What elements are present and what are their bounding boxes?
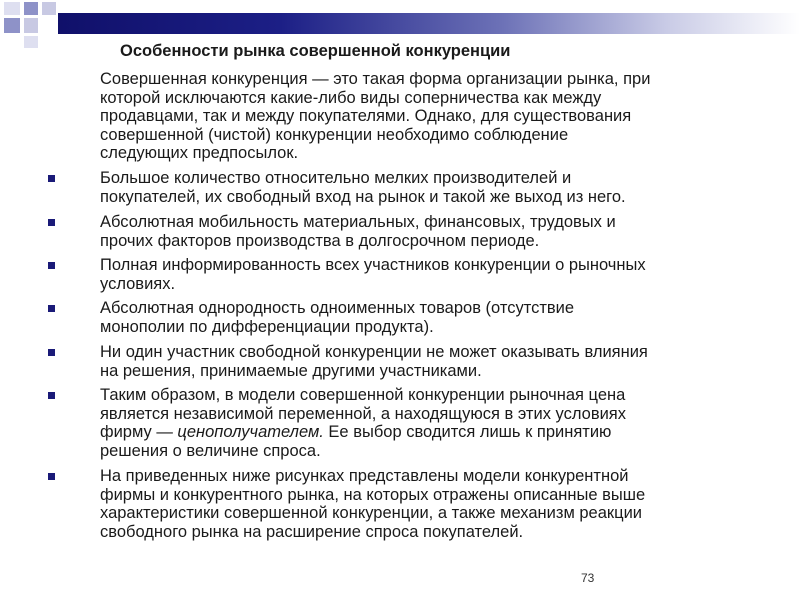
page-number: 73 [581, 571, 595, 585]
bullet-item [100, 299, 780, 336]
bullet-marker [48, 473, 55, 480]
text-line: прочих факторов производства в долгосрочном периоде. [100, 231, 540, 250]
text-line: которой исключаются какие-либо виды соперничества как между [100, 88, 602, 107]
text-line: продавцами, так и между покупателями. Однако, для существования [100, 107, 632, 125]
bullet-marker [48, 175, 55, 182]
bullet-marker [48, 305, 55, 312]
text-line: является независимой переменной, а находящуюся в этих условиях [100, 404, 626, 423]
text-line: Абсолютная мобильность материальных, финансовых, трудовых и [100, 213, 616, 231]
bullet-item [100, 467, 780, 541]
text-line: Абсолютная однородность одноименных товаров (отсутствие [100, 299, 575, 317]
text-line: фирмы и конкурентного рынка, на которых отражены описанные выше [100, 485, 646, 504]
text-line: следующих предпосылок. [100, 144, 299, 162]
text-line: характеристики совершенной конкуренции, а также механизм реакции [100, 504, 643, 522]
text-line: на решения, принимаемые другими участниками. [100, 361, 482, 380]
bullet-marker [48, 349, 55, 356]
text-line: монополии по дифференциации продукта). [100, 317, 434, 336]
bullet-item [100, 169, 780, 206]
text-line: решения о величине спроса. [100, 441, 321, 460]
bullet-marker [48, 392, 55, 399]
bullet-item [100, 386, 780, 460]
bullet-item [100, 343, 780, 380]
text-line: Большое количество относительно мелких производителей и [100, 169, 572, 187]
text-fragment: Ее выбор сводится лишь к принятию [323, 423, 612, 441]
text-fragment: фирму — [100, 423, 178, 441]
text-line: покупателей, их свободный вход на рынок и такой же выход из него. [100, 187, 626, 206]
text-line: Совершенная конкуренция — это такая форма организации рынка, при [100, 70, 651, 88]
text-line: Полная информированность всех участников конкуренции о рыночных [100, 256, 646, 274]
text-line: На приведенных ниже рисунках представлены модели конкурентной [100, 467, 629, 485]
slide-title: Особенности рынка совершенной конкуренции [120, 42, 511, 60]
text-line: совершенной (чистой) конкуренции необходимо соблюдение [100, 125, 569, 144]
italic-term: ценополучателем. [177, 423, 324, 441]
text-line: Ни один участник свободной конкуренции не может оказывать влияния [100, 343, 648, 361]
text-line: Таким образом, в модели совершенной конкуренции рыночная цена [100, 386, 626, 404]
bullet-item [100, 256, 780, 293]
text-line: условиях. [100, 274, 176, 293]
text-line: свободного рынка на расширение спроса покупателей. [100, 522, 524, 541]
intro-paragraph [100, 70, 780, 163]
bullet-marker [48, 219, 55, 226]
text-line-mixed [100, 423, 780, 442]
bullet-item [100, 213, 780, 250]
bullet-marker [48, 262, 55, 269]
